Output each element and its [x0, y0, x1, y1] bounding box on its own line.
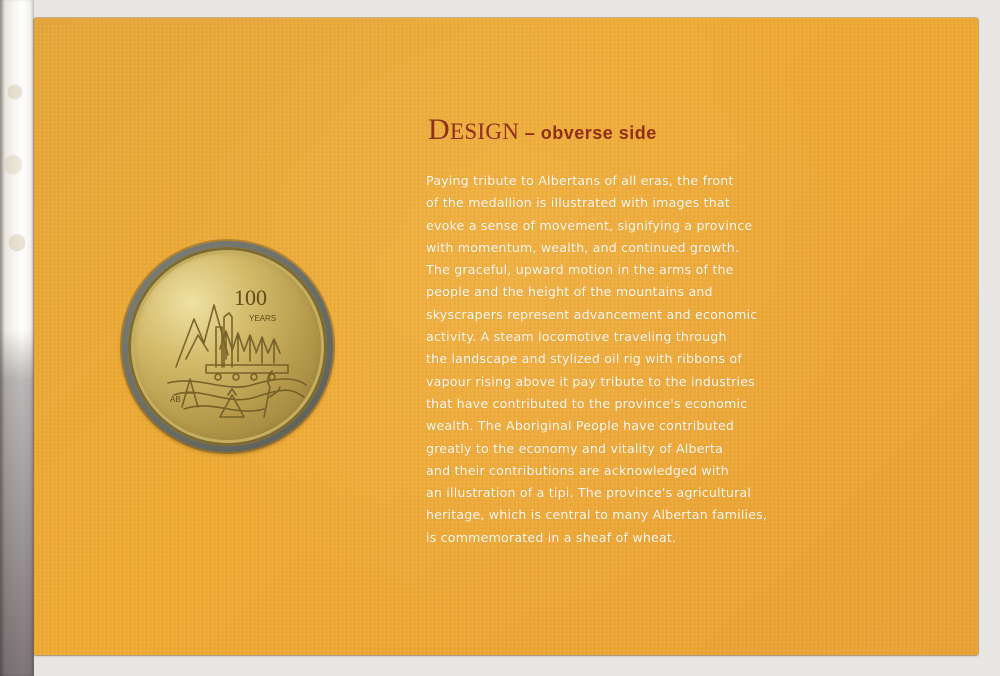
description-line: is commemorated in a sheaf of wheat. — [426, 529, 677, 545]
people-relief — [268, 339, 280, 363]
medallion-monogram: AB — [170, 395, 181, 404]
description-line: wealth. The Aboriginal People have contributed — [426, 418, 735, 434]
medallion — [128, 247, 327, 446]
folder-spine — [0, 0, 34, 676]
title-word: ESIGN — [449, 119, 520, 144]
medallion-number: 100 — [234, 285, 267, 310]
train-relief — [206, 365, 288, 373]
orange-insert-card — [34, 18, 978, 655]
description-paragraph — [426, 170, 846, 549]
description-line: with momentum, wealth, and continued growth. — [426, 239, 740, 255]
description-line: an illustration of a tipi. The province's agricultural — [426, 485, 752, 501]
medallion-holder — [122, 241, 333, 452]
medallion-relief — [128, 247, 327, 446]
description-line: vapour rising above it pay tribute to the industries — [426, 373, 755, 389]
medallion-years-label: YEARS — [249, 314, 277, 323]
description-line: people and the height of the mountains and — [426, 284, 713, 300]
description-line: The graceful, upward motion in the arms of the — [426, 262, 734, 278]
description-line: greatly to the economy and vitality of Alberta — [426, 440, 724, 456]
people-relief — [244, 335, 256, 361]
tipi-relief — [220, 389, 244, 417]
description-line: Paying tribute to Albertans of all eras, the front — [426, 173, 734, 188]
description-line: heritage, which is central to many Albertan families, — [426, 507, 768, 523]
description-line: of the medallion is illustrated with images that — [426, 195, 731, 211]
description-line: activity. A steam locomotive traveling through — [426, 329, 727, 345]
title-subtitle: – obverse side — [519, 123, 657, 143]
description-line: and their contributions are acknowledged with — [426, 462, 729, 478]
page-title — [428, 110, 657, 148]
mountain-relief — [176, 305, 228, 367]
description-line: evoke a sense of movement, signifying a province — [426, 217, 753, 233]
description-line: that have contributed to the province's economic — [426, 395, 748, 411]
people-relief — [232, 333, 244, 361]
description-line: the landscape and stylized oil rig with ribbons of — [426, 351, 742, 367]
description-line: skyscrapers represent advancement and economic — [426, 306, 758, 322]
people-relief — [256, 337, 268, 363]
title-initial: D — [428, 113, 450, 146]
